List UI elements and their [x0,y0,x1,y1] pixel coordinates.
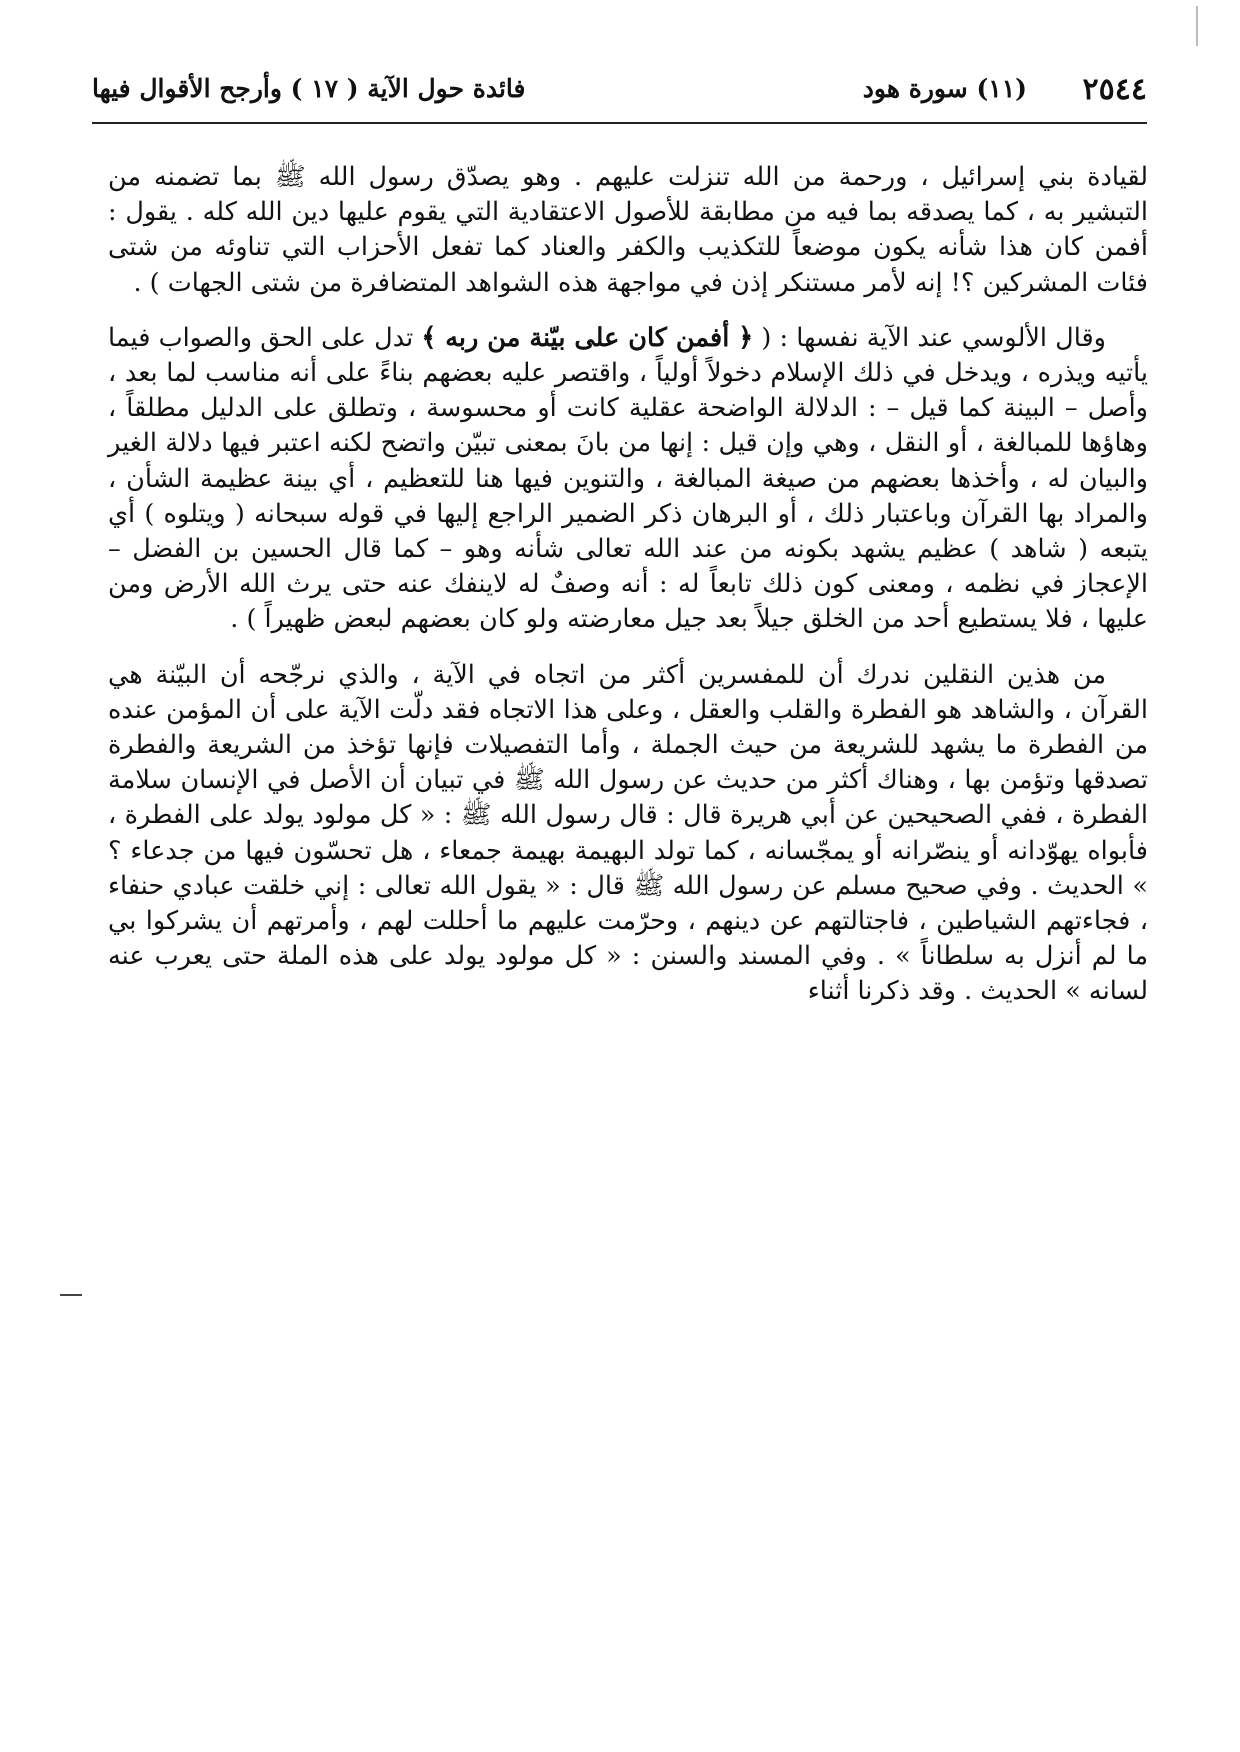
header-divider [92,122,1147,124]
paragraph-conclusion [108,658,1148,1010]
paragraph-text: وقال الألوسي عند الآية نفسها : ( [753,322,1106,353]
margin-mark [60,1294,82,1296]
paragraph-text: من هذين النقلين ندرك أن للمفسرين أكثر من اتجاه في الآية ، والذي نرجّحه أن البيّنة هي القرآن ، والشاهد هو الفطرة والقلب والعقل ، وعلى هذا الاتجاه فقد دلّت الآية على أن المؤمن عنده من الفطرة ما يشهد للشريعة من حيث الجملة ، وأما التفصيلات فإنها تؤخذ من الشريعة والفطرة تصدقها وتؤمن بها ، وهناك أكثر من حديث عن رسول الله ﷺ في تبيان أن الأصل في الإنسان سلامة الفطرة ، ففي الصحيحين عن أبي هريرة قال : قال رسول الله ﷺ : « كل مولود يولد على الفطرة ، فأبواه يهوّدانه أو ينصّرانه أو يمجّسانه ، كما تولد البهيمة بهيمة جمعاء ، هل تحسّون فيها من جدعاء ؟ » الحديث . وفي صحيح مسلم عن رسول الله ﷺ قال : « يقول الله تعالى : إني خلقت عبادي حنفاء ، فجاءتهم الشياطين ، فاجتالتهم عن دينهم ، وحرّمت عليهم ما أحللت لهم ، وأمرتهم أن يشركوا بي ما لم أنزل به سلطاناً » . وفي المسند والسنن : « كل مولود يولد على هذه الملة حتى يعرب عنه لسانه » الحديث . وقد ذكرنا أثناء [108,659,1148,1007]
paragraph-text: لقيادة بني إسرائيل ، ورحمة من الله تنزلت عليهم . وهو يصدّق رسول الله ﷺ بما تضمنه من التبشير به ، كما يصدقه بما فيه من مطابقة للأصول الاعتقادية التي يقوم عليها دين الله كله . يقول : أفمن كان هذا شأنه يكون موضعاً للتكذيب والكفر والعناد كما تفعل الأحزاب التي تناوئه من شتى فئات المشركين ؟! إنه لأمر مستنكر إذن في مواجهة هذه الشواهد المتضافرة من شتى الجهات ) . [108,162,1148,298]
surah-name: (١١) سورة هود [862,74,1027,103]
paragraph-text: تدل على الحق والصواب فيما يأتيه ويذره ، ويدخل في ذلك الإسلام دخولاً أولياً ، واقتصر عليه بعضهم بناءً على أنه مناسب لما بعد ، وأصل – البينة كما قيل – : الدلالة الواضحة عقلية كانت أو محسوسة ، وتطلق على الدليل مطلقاً ، وهاؤها للمبالغة ، أو النقل ، وهي وإن قيل : إنها من بانَ بمعنى تبيّن واتضح لكنه اعتبر فيها دلالة الغير والبيان له ، وأخذها بعضهم من صيغة المبالغة ، والتنوين فيها هنا للتعظيم ، أي بينة عظيمة الشأن ، والمراد بها القرآن وباعتبار ذلك ، أو البرهان ذكر الضمير الراجع إليها في قوله سبحانه ( ويتلوه ) أي يتبعه ( شاهد ) عظيم يشهد بكونه من عند الله تعالى شأنه وهو – كما قال الحسين بن الفضل – الإعجاز في نظمه ، ومعنى كون ذلك تابعاً له : أنه وصفٌ له لاينفك عنه حتى يرث الله الأرض ومن عليها ، فلا يستطيع أحد من الخلق جيلاً بعد جيل معارضته ولو كان بعضهم لبعض ظهيراً ) . [108,322,1148,635]
paragraph-continuation [108,160,1148,301]
page-body [108,160,1148,1030]
running-title: فائدة حول الآية ( ١٧ ) وأرجح الأقوال فيها [92,74,526,103]
page-header [92,72,1147,116]
scan-edge-mark [1196,6,1198,46]
paragraph-alusi-quote [108,321,1148,638]
quran-verse: ﴿ أفمن كان على بيّنة من ربه ﴾ [421,322,754,353]
page-number: ٢٥٤٤ [1082,72,1147,107]
